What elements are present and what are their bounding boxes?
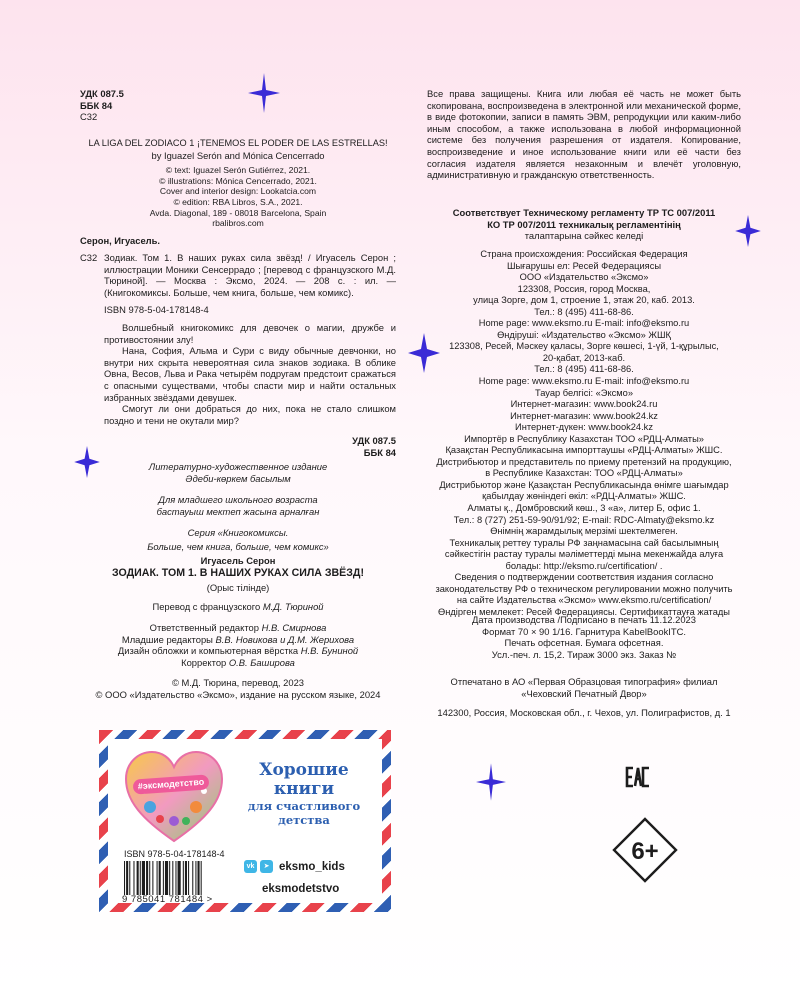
genre-kz: Әдеби-көркем басылым — [185, 472, 291, 484]
age-group-ru: Для младшего школьного возраста — [158, 494, 318, 506]
barcode-bar — [178, 861, 181, 895]
translator-label: Перевод с французского — [152, 601, 263, 612]
barcode-bar — [126, 861, 128, 895]
author-name: Игуасель Серон — [200, 554, 276, 566]
heart-icon — [124, 749, 224, 845]
age-rating-text: 6+ — [631, 838, 659, 865]
publisher-line: Өндірген мемлекет: Ресей Федерациясы. Сертификаттауға жатады — [438, 606, 730, 617]
production-line: Дата производства /Подписано в печать 11.12.2023 — [472, 614, 696, 625]
copyright-line: © edition: RBA Libros, S.A., 2021. — [173, 196, 303, 207]
barcode-bar — [159, 861, 161, 895]
book-title: ЗОДИАК. ТОМ 1. В НАШИХ РУКАХ СИЛА ЗВЁЗД! — [112, 567, 364, 579]
publisher-line: Импортёр в Республику Казахстан ТОО «РДЦ-Алматы» — [464, 433, 704, 444]
hashtag-badge: #эксмодетство — [133, 774, 210, 794]
author-heading: Серон, Игуасель. — [80, 235, 161, 246]
copyright-line: Avda. Diagonal, 189 - 08018 Barcelona, Spain — [149, 207, 327, 218]
site-handle: eksmodetstvo — [262, 883, 340, 895]
barcode-bar — [129, 861, 130, 895]
translator-line — [80, 601, 396, 613]
barcode-bar — [201, 861, 202, 895]
barcode-bar — [188, 861, 189, 895]
publisher-line: на сайте Издательства «Эксмо» www.eksmo.ru/certification/ — [456, 595, 712, 606]
catalog-entry — [80, 252, 396, 316]
publisher-line: ООО «Издательство «Эксмо» — [519, 272, 649, 283]
barcode-bar — [172, 861, 173, 895]
catalog-isbn: ISBN 978-5-04-178148-4 — [104, 304, 209, 316]
reglament-line: КО ТР 007/2011 техникалық регламентінің — [487, 218, 681, 230]
publisher-line: Дистрибьютор және Қазақстан Республикасында өнімге шағымдар — [439, 479, 729, 490]
staff-list — [80, 622, 396, 668]
barcode-isbn: ISBN 978-5-04-178148-4 — [124, 849, 225, 859]
reglament-line: талаптарына сәйкес келеді — [524, 230, 644, 242]
slogan — [230, 761, 378, 827]
publisher-line: Алматы қ., Домбровский көш., 3 «а», литер Б, офис 1. — [467, 503, 701, 514]
vk-icon: vk — [244, 860, 257, 873]
barcode-bar — [137, 861, 139, 895]
production-line: Печать офсетная. Бумага офсетная. — [504, 637, 664, 649]
printer-line: 142300, Россия, Московская обл., г. Чехов, ул. Полиграфистов, д. 1 — [437, 707, 731, 719]
promo-postcard — [99, 730, 391, 912]
publisher-line: Страна происхождения: Российская Федерация — [480, 249, 688, 259]
publisher-line: Интернет-дүкен: www.book24.kz — [515, 422, 653, 433]
publisher-line: қабылдау жөніндегі өкіл: «РДЦ-Алматы» ЖШС. — [482, 491, 686, 502]
production-block — [427, 614, 741, 660]
copyright-line: © ООО «Издательство «Эксмо», издание на русском языке, 2024 — [95, 688, 381, 700]
publisher-line: Шығарушы ел: Ресей Федерациясы — [506, 260, 662, 271]
publisher-line: Тел.: 8 (495) 411-68-86. — [534, 364, 634, 375]
barcode-bar — [198, 861, 200, 895]
copyright-list — [80, 165, 396, 229]
publisher-line: Қазақстан Республикасына импорттаушы «РДЦ-Алматы» ЖШС. — [445, 445, 723, 456]
publisher-line: 20-қабат, 2013-каб. — [542, 352, 626, 363]
slogan-line: для счастливого — [247, 799, 361, 813]
copyright-line: © illustrations: Mónica Cencerrado, 2021. — [159, 175, 317, 186]
barcode-bar — [124, 861, 125, 895]
bbk-code: ББК 84 — [363, 446, 396, 458]
social-handle: eksmo_kids — [279, 860, 345, 873]
sparkle-star-icon — [476, 763, 506, 801]
annotation-paragraph: Смогут ли они добраться до них, пока не стало слишком поздно и тени не окутали мир? — [104, 403, 396, 426]
original-edition-block — [80, 138, 396, 229]
barcode-bar — [146, 861, 148, 895]
telegram-icon: ➤ — [260, 860, 273, 873]
barcode-bar — [163, 861, 164, 895]
catalog-text: Зодиак. Том 1. В наших руках сила звёзд! / Игуасель Серон ; иллюстрации Моники Сенсеррадо ; [перевод с французского М.Д. Тюриной]. — Москва : Эксмо, 2024. — 208 с. : ил. — (Книгокомиксы. Больше, чем книга, больше, чем комикс). — [104, 252, 396, 298]
copyright-ru — [80, 677, 396, 700]
publisher-line: Өндіруші: «Издательство «Эксмо» ЖШҚ — [497, 329, 671, 340]
publisher-line: Тел.: 8 (495) 411-68-86. — [534, 306, 634, 317]
publisher-line: в Республике Казахстан: ТОО «РДЦ-Алматы» — [485, 468, 683, 479]
udk-code: УДК 087.5 — [352, 435, 396, 446]
publisher-line: Интернет-магазин: www.book24.ru — [510, 399, 658, 410]
publisher-line: Home page: www.eksmo.ru E-mail: info@eksmo.ru — [478, 318, 690, 329]
publisher-info — [420, 249, 748, 619]
production-line: Формат 70 × 90 1/16. Гарнитура KabelBookITC. — [482, 625, 686, 637]
copyright-line: © text: Iguazel Serón Gutiérrez, 2021. — [165, 165, 311, 176]
barcode-bar — [185, 861, 187, 895]
series-line: Больше, чем книга, больше, чем комикс» — [147, 540, 329, 552]
publisher-line: Сведения о подтверждении соответствия издания согласно — [454, 572, 714, 583]
annotation — [104, 322, 396, 426]
barcode-bar — [183, 861, 184, 895]
imprint-block — [80, 461, 396, 566]
printer-line: Отпечатано в АО «Первая Образцовая типография» филиал — [450, 676, 718, 687]
publisher-line: Тел.: 8 (727) 251-59-90/91/92; E-mail: RDC-Almaty@eksmo.kz — [453, 514, 715, 525]
publisher-line: 123308, Ресей, Мәскеу қаласы, Зорге көшесі, 1-үй, 1-құрылыс, — [449, 341, 719, 352]
printer-block — [420, 676, 748, 719]
copyright-line: rbalibros.com — [212, 218, 264, 229]
staff-line: Дизайн обложки и компьютерная вёрстка Н.В. Буниной — [117, 645, 359, 657]
slogan-line: детства — [278, 813, 330, 827]
publisher-line: Өнімнің жарамдылық мерзімі шектелмеген. — [490, 526, 678, 537]
publisher-line: законодательству РФ о техническом регулировании можно получить — [435, 583, 733, 594]
translator-name: М.Д. Тюриной — [262, 601, 324, 612]
postcard-body — [108, 739, 382, 903]
publisher-line: сәйкестігін растау туралы мәліметтерді мына мекенжайда алуға — [444, 549, 724, 560]
publisher-line: Home page: www.eksmo.ru E-mail: info@eksmo.ru — [478, 376, 690, 387]
barcode-bar — [169, 861, 170, 895]
original-authors: by Iguazel Serón and Mónica Cencerrado — [151, 149, 325, 161]
original-title: LA LIGA DEL ZODIACO 1 ¡TENEMOS EL PODER DE LAS ESTRELLAS! — [88, 138, 388, 148]
rights-notice: Все права защищены. Книга или любая её часть не может быть скопирована, воспроизведена в электронной или механической форме, в виде фотокопии, записи в память ЭВМ, репродукции или каким-либо иным способом, а также использована в любой информационной системе без получения разрешения от издателя. Копирование, воспроизведение и иное использование книги или её части без согласия издателя является незаконным и влечёт уголовную, административную и гражданскую ответственность. — [427, 88, 741, 181]
barcode-bar — [175, 861, 176, 895]
annotation-paragraph: Нана, София, Альма и Сури с виду обычные девчонки, но внутри них скрыта невероятная сила знаков зодиака. В облике Овна, Весов, Льва и Рака четырём подругам предстоит сражаться с опасными существами, чтобы спасти мир и найти остальных избранных звёздами девушек. — [104, 345, 396, 403]
barcode-bar — [195, 861, 196, 895]
copyright-line: © М.Д. Тюрина, перевод, 2023 — [171, 677, 305, 688]
barcode-bar — [142, 861, 145, 895]
barcode-bar — [165, 861, 168, 895]
author-sign: С32 — [80, 111, 98, 123]
udk-block-top — [80, 88, 124, 123]
slogan-line: книги — [273, 779, 335, 799]
barcode-icon — [122, 861, 236, 895]
heart-emblem — [124, 749, 224, 845]
slogan-line: Хорошие — [259, 760, 349, 780]
barcode-bar — [149, 861, 150, 895]
reglament-line: Соответствует Техническому регламенту ТР ТС 007/2011 — [452, 207, 716, 218]
barcode-number: 9 785041 781484 > — [122, 894, 213, 905]
series-line: Серия «Книгокомиксы. — [187, 527, 289, 539]
barcode-bar — [152, 861, 153, 895]
age-rating-badge — [612, 817, 678, 883]
age-group-kz: бастауыш мектеп жасына арналған — [156, 505, 320, 517]
social-row — [244, 860, 345, 873]
publisher-line: Тауар белгісі: «Эксмо» — [534, 387, 634, 398]
udk-block-mid — [320, 435, 396, 458]
production-line: Усл.-печ. л. 15,2. Тираж 3000 экз. Заказ № — [491, 648, 677, 660]
language-note: (Орыс тілінде) — [206, 582, 270, 593]
genre-ru: Литературно-художественное издание — [148, 461, 328, 472]
copyright-line: Cover and interior design: Lookatcia.com — [159, 186, 317, 197]
publisher-line: Техникалық реттеу туралы РФ заңнамасына сай басылымның — [449, 537, 719, 548]
staff-line: Младшие редакторы В.В. Новикова и Д.М. Жерихова — [121, 633, 355, 645]
publisher-line: Дистрибьютор и представитель по приему претензий на продукцию, — [436, 456, 732, 467]
sparkle-star-icon — [248, 73, 280, 113]
publisher-line: Интернет-магазин: www.book24.kz — [510, 410, 658, 421]
eac-mark — [625, 766, 651, 788]
publisher-line: 123308, Россия, город Москва, — [517, 283, 651, 294]
staff-line: Ответственный редактор Н.В. Смирнова — [149, 622, 327, 633]
bbk-code: ББК 84 — [80, 99, 113, 111]
udk-code: УДК 087.5 — [80, 88, 124, 99]
publisher-line: болады: http://eksmo.ru/certification/ . — [505, 560, 663, 571]
barcode-bar — [192, 861, 193, 895]
barcode-bar — [157, 861, 158, 895]
staff-line: Корректор О.В. Баширова — [181, 656, 295, 668]
annotation-paragraph: Волшебный книгокомикс для девочек о магии, дружбе и противостоянии злу! — [104, 322, 396, 345]
catalog-code: С32 — [80, 252, 98, 263]
printer-line: «Чеховский Печатный Двор» — [521, 687, 647, 699]
eac-icon — [625, 766, 651, 788]
barcode-bar — [140, 861, 141, 895]
barcode-bar — [133, 861, 134, 895]
reglament-block — [427, 207, 741, 242]
publisher-line: улица Зорге, дом 1, строение 1, этаж 20, каб. 2013. — [473, 295, 695, 306]
